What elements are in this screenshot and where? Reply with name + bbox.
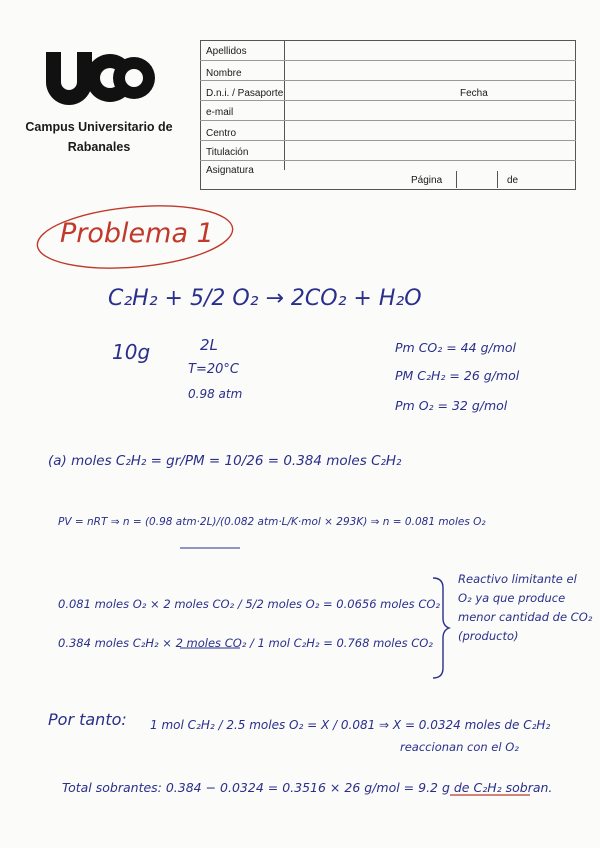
label-centro: Centro [206, 128, 237, 139]
reaction-equation: C₂H₂ + 5/2 O₂ → 2CO₂ + H₂O [108, 286, 422, 311]
co2-from-o2: 0.081 moles O₂ × 2 moles CO₂ / 5/2 moles O₂ = 0.0656 moles CO₂ [58, 597, 441, 611]
label-titulacion: Titulación [206, 147, 249, 158]
label-email: e-mail [206, 107, 234, 118]
campus-line-2: Rabanales [67, 140, 131, 154]
ideal-gas-step: PV = nRT ⇒ n = (0.98 atm·2L)/(0.082 atm·L/K·mol × 293K) ⇒ n = 0.081 moles O₂ [58, 516, 486, 528]
molar-mass-co2: Pm CO₂ = 44 g/mol [395, 340, 517, 355]
step-a-moles: (a) moles C₂H₂ = gr/PM = 10/26 = 0.384 moles C₂H₂ [48, 453, 402, 469]
limiting-reagent-note: Reactivo limitante el O₂ ya que produce menor cantidad de CO₂ (producto) [458, 572, 593, 643]
given-pressure: 0.98 atm [188, 387, 243, 401]
por-tanto: Por tanto: [48, 710, 127, 729]
total-remaining: Total sobrantes: 0.384 − 0.0324 = 0.3516 × 26 g/mol = 9.2 g de C₂H₂ sobran. [62, 780, 553, 795]
given-volume: 2L [200, 336, 218, 354]
label-nombre: Nombre [206, 68, 242, 79]
campus-line-1: Campus Universitario de [25, 120, 173, 134]
molar-mass-c2h2: PM C₂H₂ = 26 g/mol [395, 368, 520, 383]
given-temperature: T=20°C [188, 362, 239, 377]
label-pagina: Página [411, 175, 443, 186]
label-apellidos: Apellidos [206, 46, 247, 57]
label-asignatura: Asignatura [206, 165, 254, 176]
molar-mass-o2: Pm O₂ = 32 g/mol [395, 398, 508, 413]
problem-title: Problema 1 [60, 218, 214, 249]
bracket [433, 578, 449, 678]
ratio-step: 1 mol C₂H₂ / 2.5 moles O₂ = X / 0.081 ⇒ X = 0.0324 moles de C₂H₂ [150, 718, 551, 732]
ratio-note: reaccionan con el O₂ [400, 740, 519, 754]
label-dni: D.n.i. / Pasaporte [206, 88, 284, 99]
given-mass: 10g [112, 340, 151, 364]
co2-from-c2h2: 0.384 moles C₂H₂ × 2 moles CO₂ / 1 mol C₂H₂ = 0.768 moles CO₂ [58, 636, 433, 650]
label-de: de [507, 175, 519, 186]
label-fecha: Fecha [460, 88, 488, 99]
